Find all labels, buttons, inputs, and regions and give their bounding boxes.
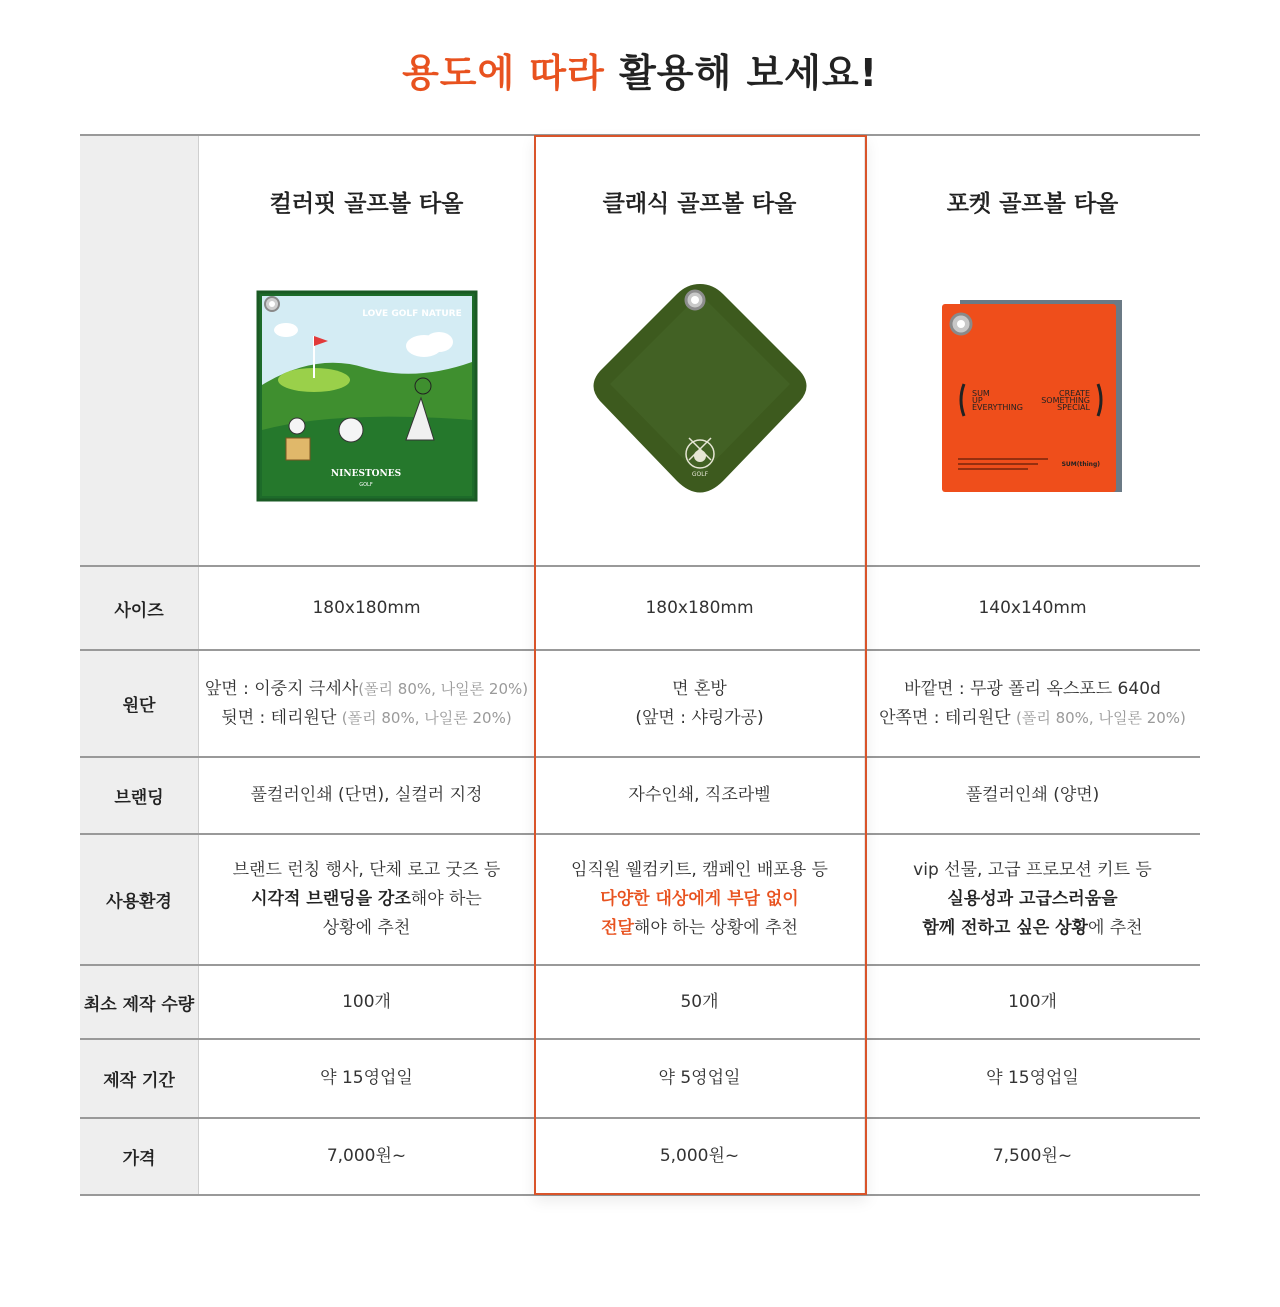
table-row-size: [80, 567, 1200, 651]
fabric-composition: (폴리 80%, 나일론 20%): [341, 708, 512, 727]
usage-highlight: 다양한 대상에게 부담 없이: [600, 889, 799, 909]
usage-emphasis: 함께 전하고 싶은 상황: [922, 918, 1088, 938]
colorfit-top-text: LOVE GOLF NATURE: [361, 309, 462, 319]
fabric-line: 바깥면 : 무광 폴리 옥스포드 640d: [904, 678, 1161, 699]
min-qty-value: 100개: [342, 991, 391, 1012]
colorfit-towel-image: [247, 276, 487, 516]
product-name: 클래식 골프볼 타올: [602, 191, 797, 217]
usage-line: 상황에 추천: [322, 918, 411, 938]
price-value: 7,000원~: [326, 1146, 407, 1166]
table-row-min-qty: [80, 966, 1200, 1040]
pocket-right-line-2: SOMETHING: [1040, 396, 1090, 405]
fabric-line: (앞면 : 샤링가공): [635, 707, 764, 728]
lead-time-value: 약 5영업일: [534, 1040, 865, 1117]
product-name: 포켓 골프볼 타올: [946, 191, 1119, 217]
pocket-right-line-1: CREATE: [1058, 389, 1090, 398]
fabric-line: [221, 704, 511, 733]
colorfit-sub-text: GOLF: [358, 482, 373, 488]
page-title-accent: 용도에 따라: [402, 51, 605, 95]
branding-value: 자수인쇄, 직조라벨: [534, 758, 865, 833]
fabric-main: 안쪽면 : 테리원단: [879, 707, 1016, 728]
table-row-fabric: [80, 651, 1200, 758]
classic-badge-text: GOLF: [691, 471, 708, 478]
size-value: 180x180mm: [534, 567, 865, 649]
row-label-fabric: 원단: [80, 651, 199, 756]
fabric-value: [534, 651, 865, 756]
table-row-usage: [80, 835, 1200, 966]
fabric-main: 뒷면 : 테리원단: [221, 707, 342, 728]
usage-line: [922, 914, 1142, 943]
classic-towel-illustration: [585, 276, 815, 516]
row-label-lead-time: 제작 기간: [80, 1040, 199, 1117]
comparison-table: [80, 134, 1200, 1196]
row-label-branding: 브랜딩: [80, 758, 199, 833]
usage-highlight: 전달: [601, 918, 634, 938]
lead-time-value: 약 15영업일: [986, 1068, 1079, 1088]
pocket-left-line-1: SUM: [971, 389, 990, 398]
usage-emphasis: 실용성과 고급스러움을: [947, 889, 1118, 909]
fabric-line: 면 혼방: [672, 678, 727, 699]
fabric-line: [879, 704, 1186, 733]
colorfit-towel-illustration: [256, 290, 478, 502]
table-row-branding: [80, 758, 1200, 835]
branding-value: 풀컬러인쇄 (단면), 실컬러 지정: [250, 785, 483, 805]
pocket-towel-image: [913, 276, 1153, 516]
table-row-lead-time: [80, 1040, 1200, 1119]
page-title-rest: 활용해 보세요!: [619, 51, 878, 95]
colorfit-brand-text: NINESTONES: [330, 469, 401, 479]
usage-text: 해야 하는 상황에 추천: [633, 918, 798, 938]
usage-line: 임직원 웰컴키트, 캠페인 배포용 등: [571, 860, 828, 880]
fabric-main: 앞면 : 이중지 극세사: [204, 678, 359, 699]
row-label-min-qty: 최소 제작 수량: [80, 966, 199, 1038]
usage-value: [865, 835, 1200, 964]
pocket-left-line-3: EVERYTHING: [971, 403, 1023, 412]
usage-line: 브랜드 런칭 행사, 단체 로고 굿즈 등: [232, 860, 501, 880]
row-label-size: 사이즈: [80, 567, 199, 649]
fabric-line: [205, 675, 528, 704]
price-value: 5,000원~: [534, 1119, 865, 1194]
fabric-value: [199, 651, 534, 756]
fabric-value: [865, 651, 1200, 756]
product-column-classic: [534, 136, 865, 565]
usage-line: [601, 914, 798, 943]
min-qty-value: 100개: [1008, 991, 1057, 1012]
size-value: 140x140mm: [978, 597, 1087, 618]
usage-text: 해야 하는: [410, 889, 482, 909]
usage-emphasis: 시각적 브랜딩을 강조: [251, 889, 411, 909]
usage-line: vip 선물, 고급 프로모션 키트 등: [913, 860, 1152, 880]
product-name: 컬러핏 골프볼 타올: [269, 191, 464, 217]
price-value: 7,500원~: [992, 1146, 1073, 1166]
pocket-right-line-3: SPECIAL: [1056, 403, 1090, 412]
branding-value: 풀컬러인쇄 (양면): [965, 785, 1100, 805]
min-qty-value: 50개: [534, 966, 865, 1038]
size-value: 180x180mm: [312, 597, 421, 618]
row-label-price: 가격: [80, 1119, 199, 1194]
pocket-brand-text: SUM(thing): [1061, 461, 1100, 468]
product-column-colorfit: [199, 136, 534, 565]
classic-towel-image: [580, 276, 820, 516]
pocket-towel-illustration: [938, 296, 1128, 496]
usage-line: [251, 885, 482, 914]
lead-time-value: 약 15영업일: [320, 1068, 413, 1088]
fabric-composition: (폴리 80%, 나일론 20%): [1015, 708, 1186, 727]
pocket-left-line-2: UP: [971, 396, 983, 405]
product-column-pocket: [865, 136, 1200, 565]
usage-value: [534, 835, 865, 964]
table-row-products: [80, 136, 1200, 567]
row-label-empty: [80, 136, 199, 565]
usage-value: [199, 835, 534, 964]
usage-text: 에 추천: [1087, 918, 1143, 938]
row-label-usage: 사용환경: [80, 835, 199, 964]
fabric-composition: (폴리 80%, 나일론 20%): [358, 679, 529, 698]
table-row-price: [80, 1119, 1200, 1196]
page-title: [0, 42, 1280, 97]
